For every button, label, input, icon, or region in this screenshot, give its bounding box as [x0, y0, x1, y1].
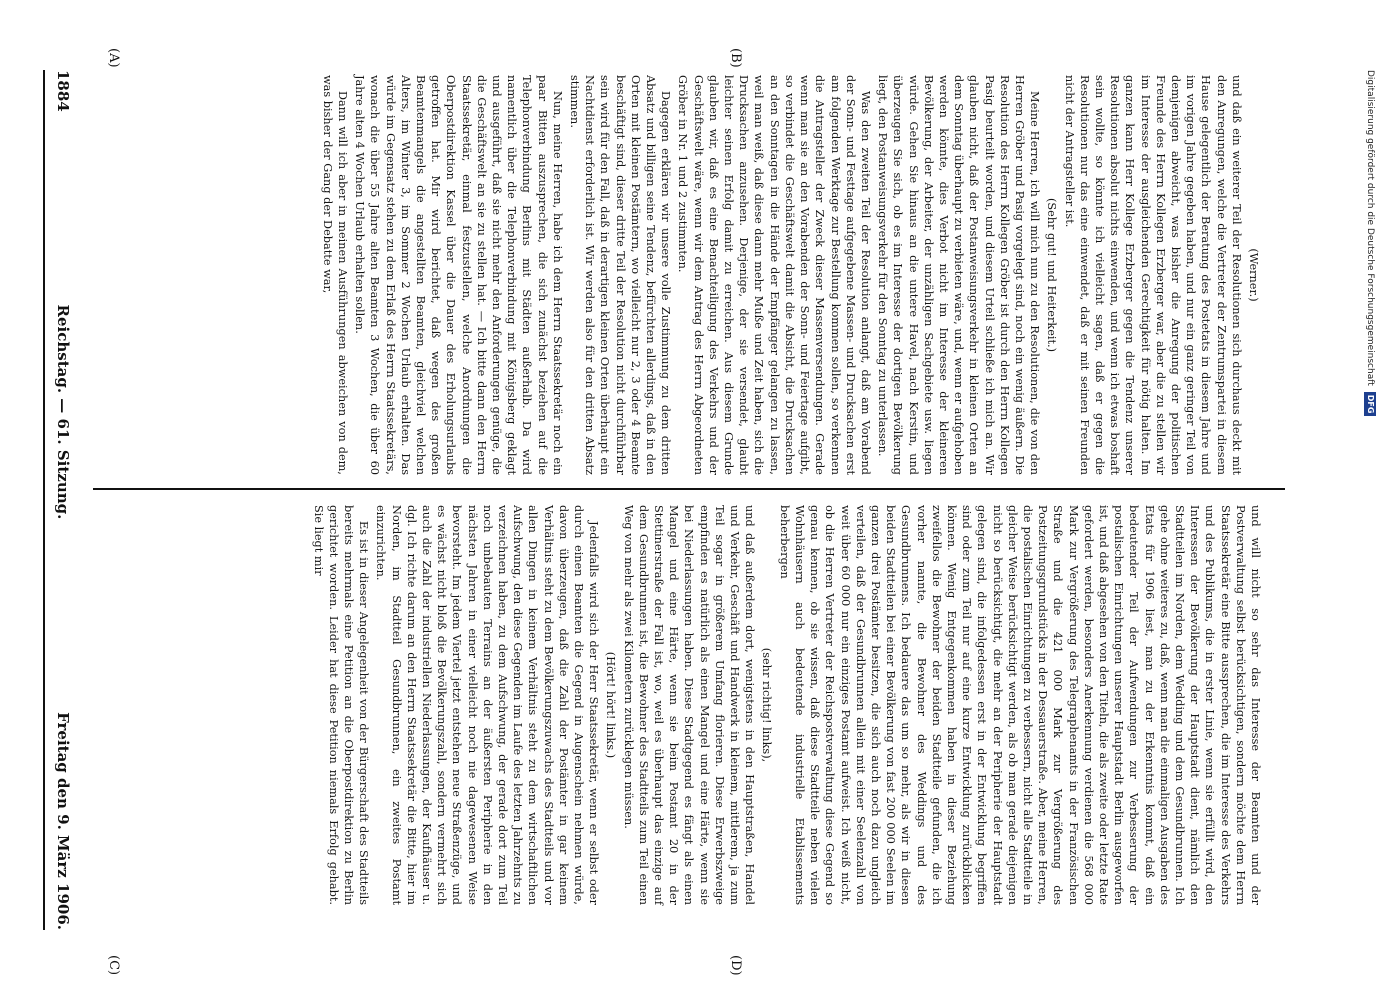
interjection: (Sehr gut! und Heiterkeit.) [1045, 197, 1059, 353]
right-column [308, 505, 1263, 905]
speaker-label: (Werner.) [1247, 248, 1260, 302]
dfg-logo: DFG [1364, 392, 1376, 417]
paragraph: Dagegen erklären wir unsere volle Zustimmung zu dem dritten Absatz und billigen seine Tendenz, befürchten allerdings, daß in den Orten mit kleinen Postämtern, wo vielleicht nur 2, 3 oder 4 Beamte beschäftigt sind, dieser dritte Teil der Resolution nicht durchführbar sein wird für den Fall, daß in derartigen kleinen Orten überhaupt ein Nachtdienst erforderlich ist. Wir werden also für den dritten Absatz stimmen. [568, 75, 673, 475]
margin-marker-b: (B) [728, 48, 743, 68]
interjection: (Hört! hört! links.) [604, 651, 618, 759]
page-number: 1884 [54, 70, 72, 112]
paragraph: Es ist in dieser Angelegenheit von der Bürgerschaft des Stadtteils bereits mehrmals eine Petition an die Oberpostdirektion zu Berlin gerichtet worden. Leider hat diese Petition niemals Erfolg gehabt. Sie liegt mir [311, 505, 371, 905]
interjection: (sehr richtig! links), [760, 647, 774, 763]
margin-marker-d: (D) [728, 955, 743, 976]
session-title: Reichstag. — 61. Sitzung. [54, 304, 72, 520]
margin-marker-a: (A) [106, 48, 121, 68]
paragraph: Dann will ich aber in meinen Ausführungen abweichen von dem, was bisher der Gang der Debatte war, [320, 75, 350, 475]
paragraph: Nun, meine Herren, habe ich dem Herrn Staatssekretär noch ein paar Bitten auszusprechen, die sich zunächst beziehen auf die Telephonverbindung Berlins mit Städten außerhalb. Da wird namentlich über die Telephonverbindung mit Königsberg geklagt und ausgeführt, daß sie nicht mehr den Anforderungen genüge, die die Geschäftswelt an sie zu stellen hat. — Ich bitte dann den Herrn Staatssekretär, einmal festzustellen, welche Anordnungen die Oberpostdirektion Kassel über die Dauer des Erholungsurlaubs getroffen hat. Mir wird berichtet, daß wegen des großen Beamtenmangels die angestellten Beamten, gleichviel welchen Alters, im Winter 3, im Sommer 2 Wochen Urlaub erhalten. Das würde im Gegensatz stehen zu dem Erlaß des Herrn Staatssekretärs, wonach die über 55 Jahre alten Beamten 3 Wochen, die über 60 Jahre alten 4 Wochen Urlaub erhalten sollen. [353, 75, 564, 475]
paragraph: Meine Herren, ich will mich nun zu den Resolutionen, die von den Herren Gröber und Pasig vorgelegt sind, noch ein wenig äußern. Die Resolution des Herrn Kollegen Gröber ist durch den Herrn Kollegen Pasig beurteilt worden, und diesem Urteil schließe ich mich an. Wir glauben nicht, daß der Postanweisungsverkehr in kleinen Orten an dem Sonntag überhaupt zu verbieten wäre, und, wenn er aufgehoben werden könnte, dies Verbot nicht im Interesse der kleineren Bevölkerung, der Arbeiter, der unzähligen Sachgebiete usw. liegen würde. Gehen Sie hinaus an die untere Havel, nach Kerstin, und überzeugen Sie sich, ob es im Interesse der dortigen Bevölkerung liegt, den Postanweisungsverkehr für den Sonntag zu unterlassen. [876, 75, 1042, 475]
paragraph: Was den zweiten Teil der Resolution anlangt, daß am Vorabend der Sonn- und Festtage aufgegebene Massen- und Drucksachen erst am folgenden Werktage zur Bestellung kommen sollen, so verkennen die Antragsteller der Zweck dieser Massenversendungen. Gerade wenn man sie an den Vorabenden der Sonn- und Feiertage aufgibt, so verbindet die Geschäftswelt damit die Absicht, die Drucksachen an den Sonntagen in die Hände der Empfänger gelangen zu lassen, weil man weiß, daß diese dann mehr Muße und Zeit haben, sich die Drucksachen anzusehen. Derjenige, der sie versendet, glaubt leichter seinen Erfolg damit zu erreichen. Aus diesem Grunde glauben wir, daß es eine Benachteiligung des Verkehrs und der Geschäftswelt wäre, wenn wir dem Antrag des Herrn Abgeordneten Gröber in Nr. 1 und 2 zustimmten. [676, 75, 872, 475]
column-divider [93, 488, 1285, 490]
paragraph: und daß außerdem dort, wenigstens in den Hauptstraßen, Handel und Verkehr, Geschäft und Handwerk in kleinem, mittlerem, ja zum Teil sogar in größerem Umfang florieren. Diese Erwerbszweige empfinden es natürlich als einen Mangel und eine Härte, wenn sie bei Niederlassungen haben. Diese Stadtgegend es fängt als einen Mangel und eine Härte, wenn sie beim Postamt 20 in der Stettinerstraße der Fall ist, wo, weil es überhaupt das einzige auf dem Gesundbrunnen ist, die Bewohner des Stadtteils zum Teil einen Weg von mehr als zwei Kilometern zurücklegen müssen. [621, 505, 757, 905]
paragraph: und will nicht so sehr das Interesse der Beamten und der Postverwaltung selbst berücksichtigen, sondern möchte dem Herrn Staatssekretär eine Bitte aussprechen, die im Interesse des Verkehrs und des Publikums, die in erster Linie, wenn sie erfüllt wird, den Interessen der Bevölkerung der Hauptstadt dient, nämlich den Stadtteilen im Norden, dem Wedding und dem Gesundbrunnen. Ich gehe ohne weiteres zu, daß, wenn man die einmaligen Ausgaben des Etats für 1906 liest, man zu der Erkenntnis kommt, daß ein bedeutender Teil der Aufwendungen zur Verbesserung der postalischen Einrichtungen unserer Hauptstadt Berlin ausgeworfen ist, und daß abgesehen von den Titeln, die als zweite oder letzte Rate gefordert werden, besonders Anerkennung verdienen die 568 000 Mark zur Vergrößerung des Telegraphenamts in der Französischen Straße und die 421 000 Mark zur Vergrößerung des Postzeitungsgrundstücks in der Dessauerstraße. Aber, meine Herren, die postalischen Einrichtungen zu verbessern, nicht alle Stadtteile in gleicher Weise berücksichtigt werden, als ob man gerade diejenigen nicht so berücksichtigt, die mehr an der Peripherie der Hauptstadt gelegen sind, die infolgedessen erst in der Entwicklung begriffen sind oder zum Teil nur auf eine kurze Entwicklung zurückblicken können. Wenig Entgegenkommen haben in dieser Beziehung zweifellos die Bewohner der beiden Stadtteile gefunden, die ich vorher nannte, die Bewohner des Weddings und des Gesundbrunnens. Ich bedauere das um so mehr, als wir in diesen beiden Stadtteilen bei einer Bevölkerung von fast 200 000 Seelen im ganzen drei Postämter besitzen, die sich auch noch dazu ungleich verteilen, daß der Gesundbrunnen allein mit einer Seelenzahl von weit über 60 000 nur ein einziges Postamt aufweist. Ich weiß nicht, ob die Herren Vertreter der Reichspostverwaltung diese Gegend so genau kennen, ob sie wissen, daß diese Stadtteile neben vielen Wohnhäusern auch bedeutende industrielle Etablissements beherbergen [777, 505, 1262, 905]
page-header [43, 70, 81, 930]
paragraph: und daß ein weiterer Teil der Resolutionen sich durchaus deckt mit den Anregungen, welche die Vertreter der Zentrumspartei in diesem Hause gelegentlich der Beratung des Postetats in diesem Jahre und im vorigen Jahre gegeben haben, und nur ein ganz geringer Teil von demjenigen abweicht, was bisher die Anregung der politischen Freunde des Herrn Kollegen Erzberger war, aber die zu stellen wir im Interesse der ausgleichenden Gerechtigkeit für nötig halten. Im ganzen kann Herr Kollege Erzberger gegen die Tendenz unserer Resolutionen absolut nichts einwenden, und wenn ich etwas boshaft sein wollte, so könnte ich vielleicht sagen, daß er gegen die Resolutionen nur das eine einwendet, daß er mit seinen Freunden nicht der Antragsteller ist. [1062, 75, 1243, 475]
footer-text: Digitalisierung gefördert durch die Deutsche Forschungsgemeinschaft [1365, 70, 1375, 386]
page-footer [1363, 70, 1377, 930]
left-column [318, 75, 1263, 475]
margin-marker-c: (C) [106, 955, 121, 976]
paragraph: Jedenfalls wird sich der Herr Staatssekretär, wenn er selbst oder durch einen Beamten die Gegend in Augenschein nehmen würde, davon überzeugen, daß die Zahl der Postämter in gar keinem Verhältnis steht zu dem Bevölkerungszuwachs des Stadtteils und vor allen Dingen in keinem Verhältnis steht zu dem wirtschaftlichen Aufschwung, den diese Gegenden im Laufe des letzten Jahrzehnts zu verzeichnen haben, zu dem Aufschwung, der gerade dort zum Teil noch unbebauten Terrains an der äußersten Peripherie in den nächsten Jahren in einer vielleicht noch nie dagewesenen Weise bevorsteht. Im jedem Viertel jetzt entstehen neue Straßenzüge, und es wächst nicht bloß die Bevölkerungszahl, sondern vermehrt sich auch die Zahl der industriellen Niederlassungen, der Kaufhäuser u. dgl. Ich richte darum an den Herrn Staatssekretär die Bitte, hier im Norden, im Stadtteil Gesundbrunnen, ein zweites Postamt einzurichten. [374, 505, 601, 905]
session-date: Freitag den 9. März 1906. [54, 712, 72, 930]
